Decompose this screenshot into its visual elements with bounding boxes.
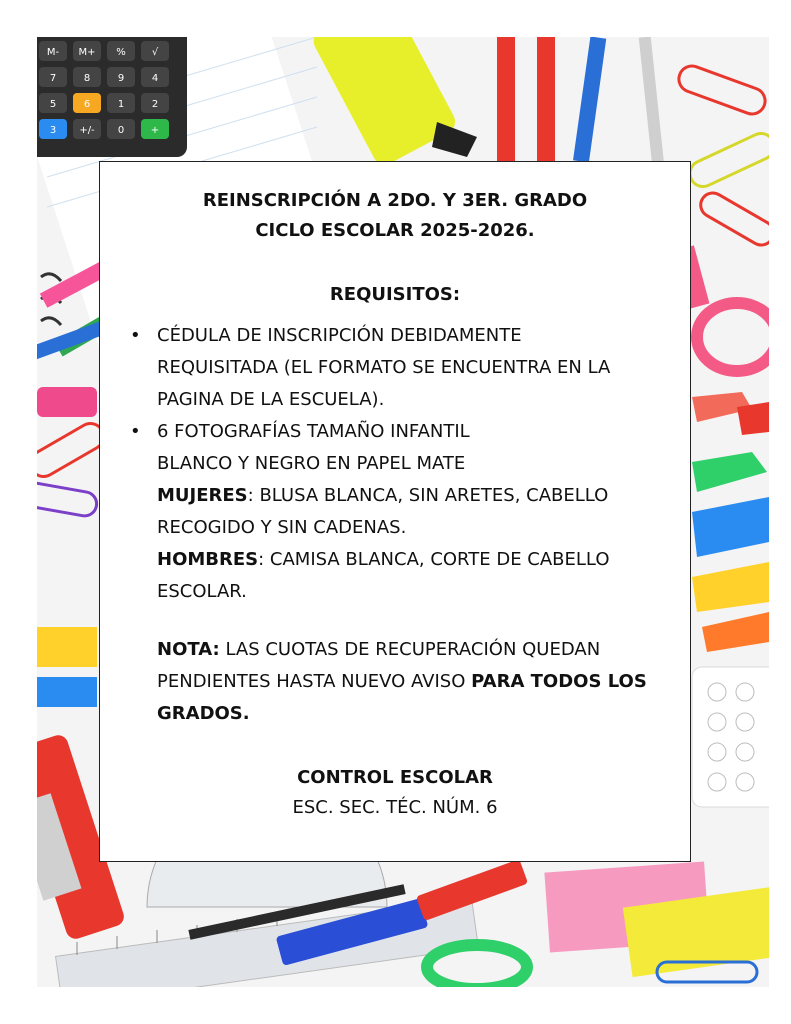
calc-key-label: 1 [117,99,125,110]
calc-key-label: 0 [117,125,125,136]
requirements-title: REQUISITOS: [329,284,461,305]
calculator-illustration [37,37,187,157]
announcement-panel [99,161,691,862]
calc-key-label: M+ [78,47,96,58]
calc-key-label: +/- [79,125,95,136]
left-tabs-illustration [37,627,97,707]
calc-key-label: + [150,125,160,136]
men-requirements [157,549,610,570]
highlighter-illustration [309,37,477,169]
heading-line1: REINSCRIPCIÓN A 2DO. Y 3ER. GRADO [202,190,588,211]
calc-key-label: √ [151,47,159,58]
men-text2: ESCOLAR. [157,581,247,602]
item1-line3: PAGINA DE LA ESCUELA). [157,389,385,410]
calc-key-label: 3 [49,125,57,136]
calc-key-label: 2 [151,99,159,110]
men-label: HOMBRES [157,549,259,570]
calc-key-label: M- [46,47,60,58]
calc-key-label: 5 [49,99,57,110]
heading-line2: CICLO ESCOLAR 2025-2026. [255,220,535,241]
item2-line1: 6 FOTOGRAFÍAS TAMAÑO INFANTIL [157,421,470,442]
item1-line1: CÉDULA DE INSCRIPCIÓN DEBIDAMENTE [157,325,522,346]
calculator-right-illustration [692,667,769,807]
note-line3 [157,703,250,724]
calc-key-label: 9 [117,73,125,84]
women-label: MUJERES [157,485,248,506]
note-text3: GRADOS. [157,703,250,724]
note-text2b: PARA TODOS LOS [471,671,647,692]
note-line2 [157,671,647,692]
pens-illustration [497,37,664,162]
women-text1: : BLUSA BLANCA, SIN ARETES, CABELLO [247,485,609,506]
calc-key-label: 4 [151,73,159,84]
footer-department: CONTROL ESCOLAR [297,767,493,788]
note-label: NOTA: [157,639,220,660]
item2-line2: BLANCO Y NEGRO EN PAPEL MATE [157,453,466,474]
note-text1: LAS CUOTAS DE RECUPERACIÓN QUEDAN [219,639,601,660]
bullet-2: • [130,421,141,442]
footer-school: ESC. SEC. TÉC. NÚM. 6 [292,797,498,818]
women-text2: RECOGIDO Y SIN CADENAS. [157,517,407,538]
note-text2a: PENDIENTES HASTA NUEVO AVISO [157,671,472,692]
bullet-1: • [130,325,141,346]
calc-key-label: 6 [83,99,91,110]
item1-line2: REQUISITADA (EL FORMATO SE ENCUENTRA EN LA [157,357,611,378]
calc-key-label: 8 [83,73,91,84]
women-requirements [157,485,608,506]
calc-key-label: % [116,47,126,58]
calc-key-label: 7 [49,73,57,84]
tape-illustration [427,945,527,987]
sticky-tabs-illustration [692,392,769,652]
note-line1 [157,639,600,660]
men-text1: : CAMISA BLANCA, CORTE DE CABELLO [258,549,610,570]
sharpener-illustration [37,387,97,417]
